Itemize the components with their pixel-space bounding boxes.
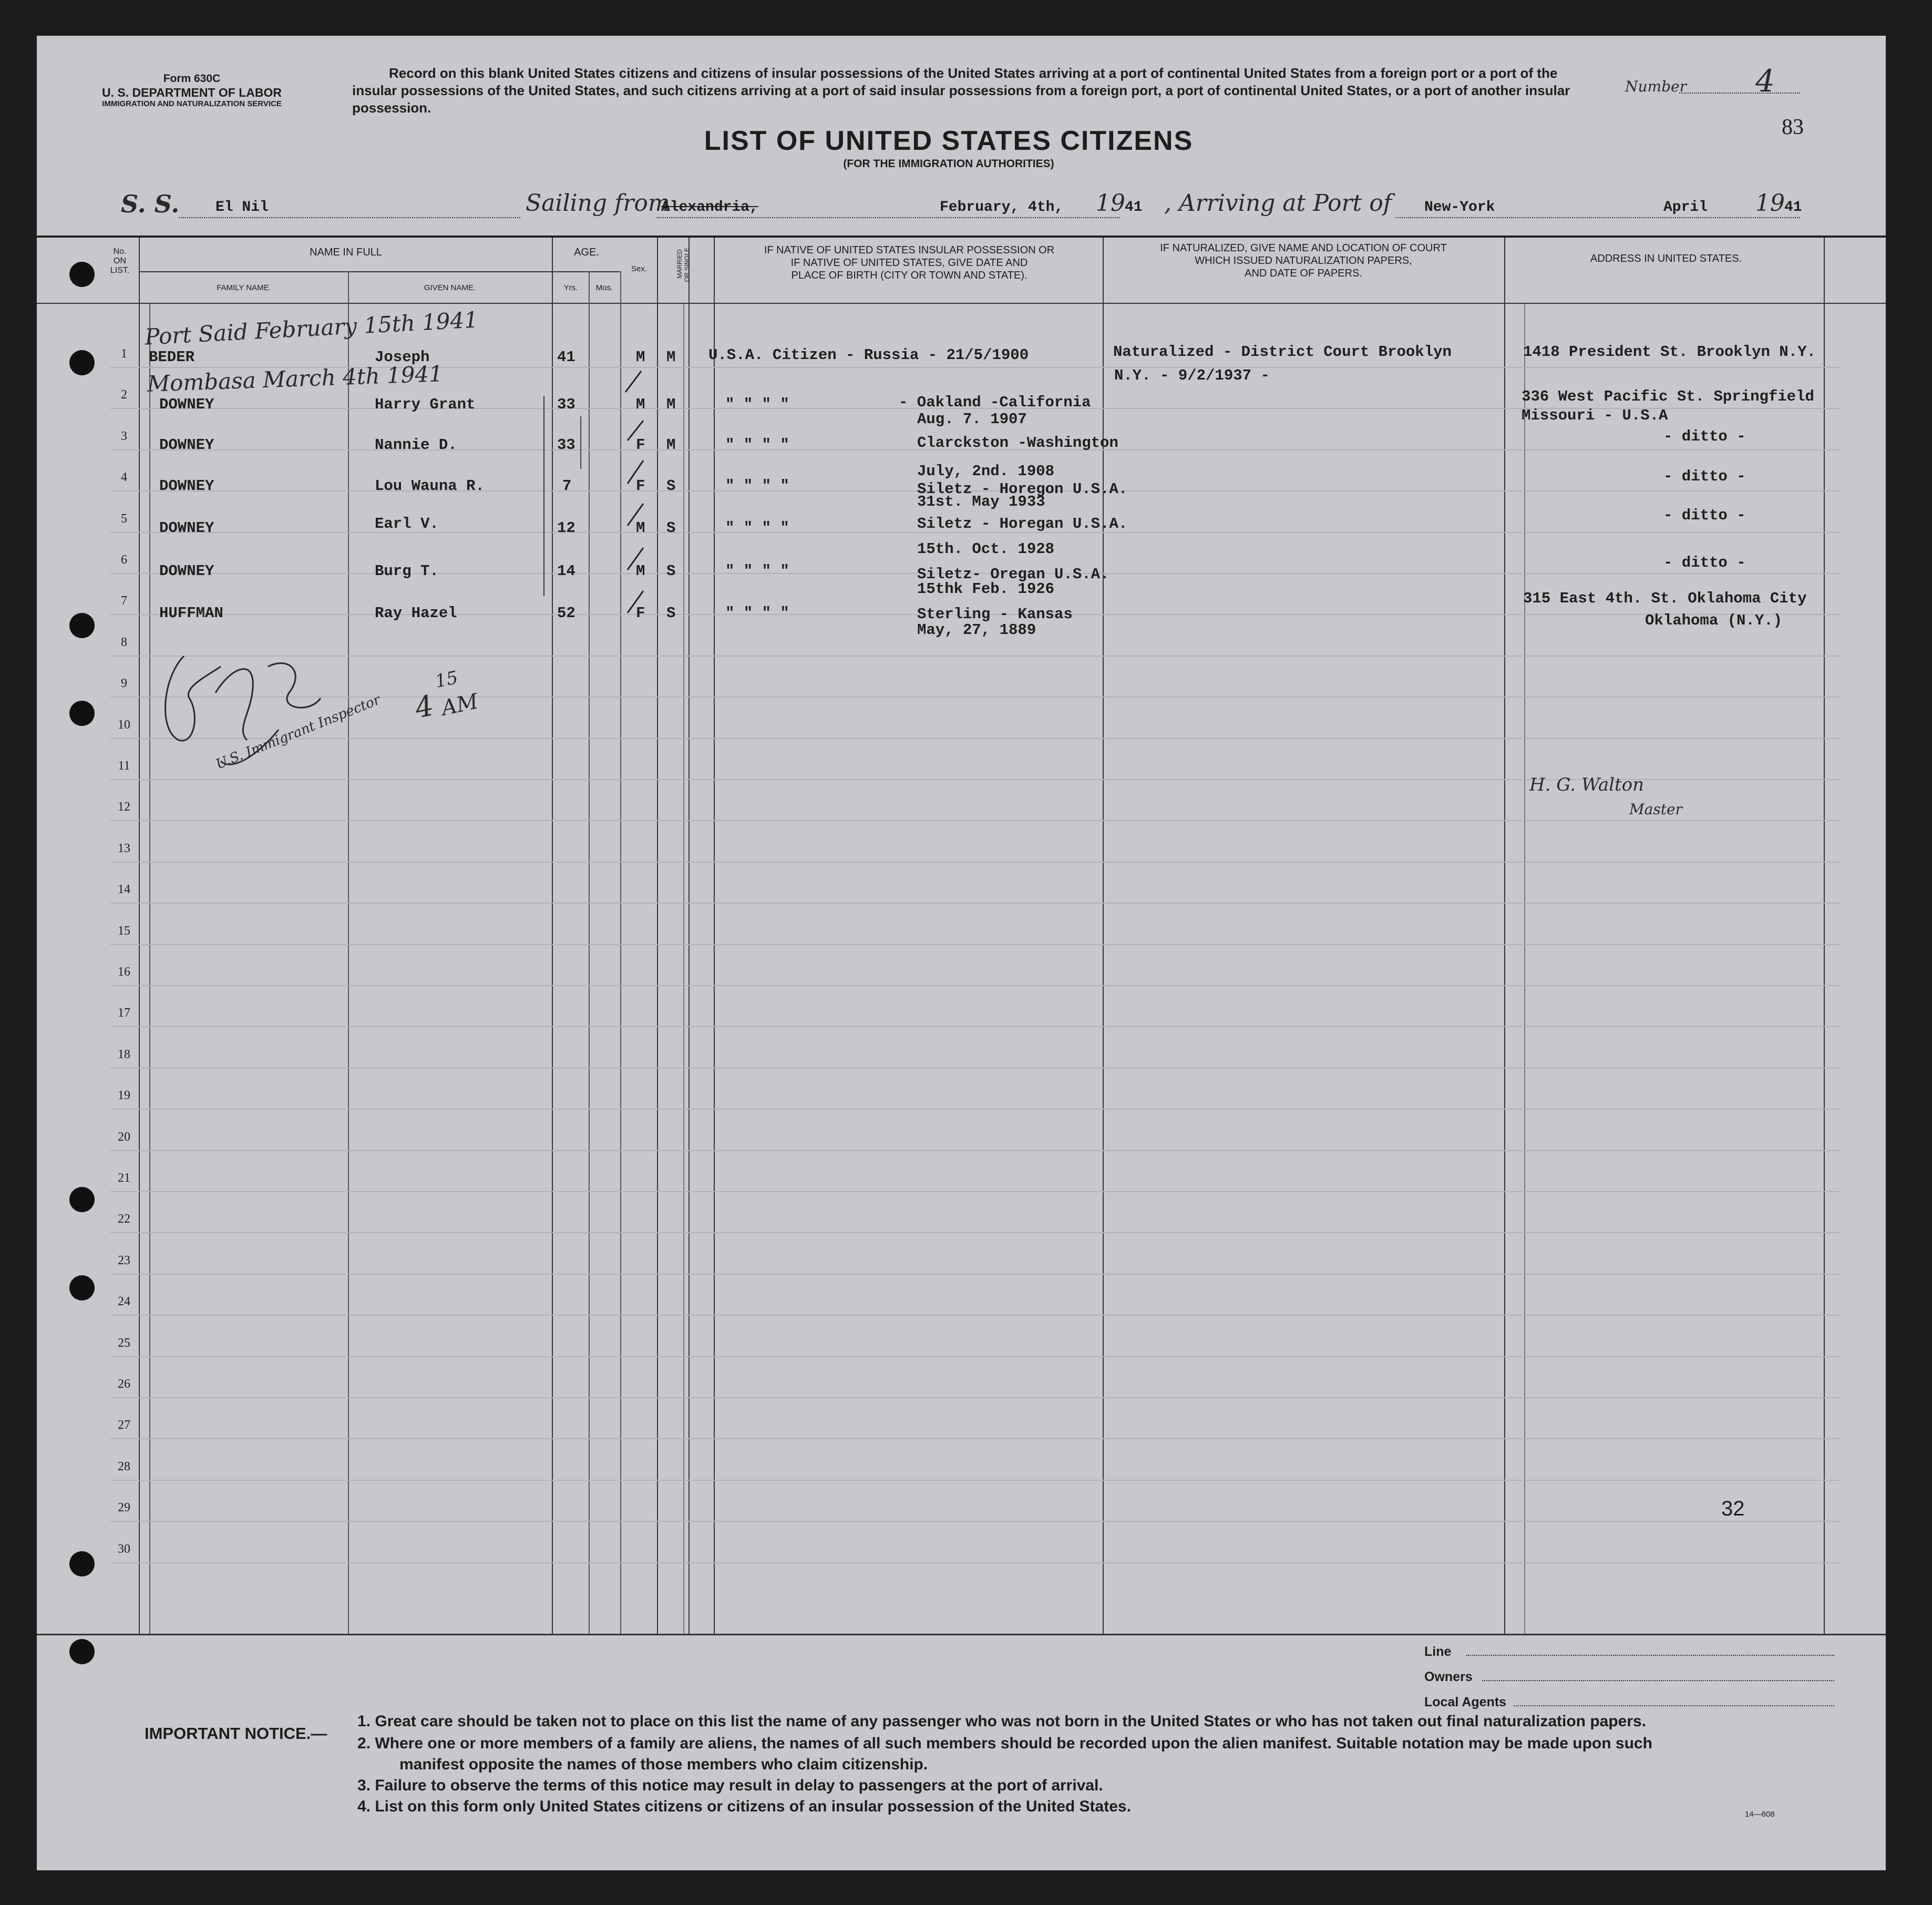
row-rule [110, 1562, 1839, 1563]
sex: M [636, 349, 645, 366]
header-naturalization: IF NATURALIZED, GIVE NAME AND LOCATION OF COURT WHICH ISSUED NATURALIZATION PAPERS, AND DATE OF PAPERS. [1160, 242, 1447, 279]
family-name: DOWNEY [159, 436, 214, 454]
row-rule [110, 1191, 1839, 1192]
punch-hole [69, 701, 95, 726]
address: 336 West Pacific St. Springfield [1522, 388, 1814, 405]
given-name: Ray Hazel [375, 605, 457, 622]
sailing-date: February, 4th, [940, 199, 1064, 216]
printer-code: 14—608 [1745, 1810, 1775, 1819]
age-years: 33 [557, 436, 576, 454]
row-rule [110, 1232, 1839, 1233]
sex: F [636, 477, 645, 495]
row-rule [110, 1356, 1839, 1357]
punch-hole [69, 350, 95, 375]
row-rule [110, 1397, 1839, 1398]
row-number: 2 [121, 388, 127, 402]
row-rule [110, 862, 1839, 863]
header-yrs: Yrs. [563, 283, 578, 292]
handwritten-port-note-1: Port Said February 15th 1941 [144, 306, 479, 350]
sex: F [636, 605, 645, 622]
page-subtitle: (FOR THE IMMIGRATION AUTHORITIES) [843, 158, 1054, 170]
row-rule [110, 656, 1839, 657]
punch-hole [69, 613, 95, 638]
voyage-line: S. S. El Nil Sailing from Alexandria, February, 4th, 19 41 , Arriving at Port of New-York April 19 41 [121, 190, 1802, 218]
row-rule [110, 820, 1839, 821]
birth-place: - Oakland -California [899, 394, 1091, 411]
row-number: 6 [121, 553, 127, 567]
birth-place: Sterling - Kansas [917, 606, 1073, 623]
naturalization-info: Naturalized - District Court Brooklyn [1113, 343, 1452, 361]
row-number: 20 [118, 1130, 130, 1144]
ditto-marks: " " " " [725, 477, 789, 495]
ditto-marks: " " " " [725, 605, 789, 622]
row-rule [110, 1438, 1839, 1439]
row-rule [110, 738, 1839, 739]
given-name: Nannie D. [375, 436, 457, 454]
row-number: 11 [118, 759, 130, 773]
owners-field [1482, 1680, 1834, 1681]
row-number: 18 [118, 1047, 130, 1061]
department: U. S. DEPARTMENT OF LABOR [101, 86, 282, 99]
row-number: 16 [118, 965, 130, 979]
row-number: 13 [118, 841, 130, 855]
age-years: 7 [562, 477, 572, 495]
page-number: 83 [1782, 115, 1804, 139]
header-given: GIVEN NAME. [424, 283, 476, 292]
row-rule [110, 1274, 1839, 1275]
local-agents-field [1514, 1705, 1834, 1706]
row-number: 3 [121, 429, 127, 443]
number-label: Number [1625, 78, 1687, 95]
row-rule [110, 944, 1839, 945]
punch-hole [69, 262, 95, 287]
sex: M [636, 519, 645, 537]
header-name: NAME IN FULL [310, 247, 382, 258]
row-number: 28 [118, 1459, 130, 1473]
birth-place: Siletz - Horegon U.S.A. [917, 480, 1128, 498]
header-age: AGE. [574, 247, 599, 258]
sex: M [636, 396, 645, 413]
notice-item-3: 3. Failure to observe the terms of this notice may result in delay to passengers at the port of arrival. [357, 1777, 1103, 1794]
marital-status: S [666, 562, 676, 580]
arrival-date: April [1663, 199, 1708, 216]
sailing-from: Alexandria, [661, 199, 758, 216]
row-number: 17 [118, 1006, 130, 1020]
ditto-marks: " " " " [725, 396, 789, 413]
row-rule [110, 1315, 1839, 1316]
address: 1418 President St. Brooklyn N.Y. [1523, 343, 1816, 361]
row-number: 29 [118, 1501, 130, 1515]
manifest-sheet [37, 36, 1886, 1870]
row-number: 4 [121, 470, 127, 485]
owners-label: Owners [1424, 1670, 1473, 1684]
punch-hole [69, 1551, 95, 1576]
table-bottom-border [37, 1634, 1886, 1635]
row-number: 9 [121, 677, 127, 691]
family-name: DOWNEY [159, 519, 214, 537]
master-signature: H. G. Walton [1529, 774, 1644, 795]
sex: M [636, 562, 645, 580]
address: - ditto - [1663, 428, 1746, 445]
tick-marks [620, 362, 667, 635]
address: - ditto - [1663, 554, 1746, 571]
address-2: Missouri - U.S.A [1522, 407, 1668, 424]
master-title: Master [1629, 801, 1682, 818]
age-years: 12 [557, 519, 576, 537]
header-married: MARRIED OR SINGLE. [676, 245, 691, 282]
number-value: 4 [1755, 63, 1775, 99]
birth-date: 31st. May 1933 [917, 493, 1045, 510]
arrival-port: New-York [1424, 199, 1495, 216]
row-number: 10 [118, 718, 130, 732]
punch-hole [69, 1275, 95, 1300]
header-sex: Sex. [631, 264, 647, 273]
age-years: 14 [557, 562, 576, 580]
given-name: Burg T. [375, 562, 439, 580]
handwritten-port-note-2: Mombasa March 4th 1941 [147, 361, 444, 397]
line-label: Line [1424, 1644, 1452, 1659]
row-rule [110, 1521, 1839, 1522]
age-years: 41 [557, 349, 576, 366]
inspector-title: U.S. Immigrant Inspector [213, 692, 383, 773]
notice-item-1: 1. Great care should be taken not to place on this list the name of any passenger who was not born in the United States or who has not taken out final naturalization papers. [357, 1713, 1647, 1730]
birth-date: 15thk Feb. 1926 [917, 580, 1055, 598]
row-number: 5 [121, 511, 127, 526]
row-number: 26 [118, 1377, 130, 1391]
time-hour: 4 [412, 689, 437, 725]
header-family: FAMILY NAME. [217, 283, 271, 292]
row-number: 7 [121, 594, 127, 608]
birth-date: July, 2nd. 1908 [917, 463, 1055, 480]
page-title: LIST OF UNITED STATES CITIZENS [704, 126, 1194, 156]
row-number: 8 [121, 635, 127, 649]
family-name: DOWNEY [159, 477, 214, 495]
given-name: Joseph [375, 349, 430, 366]
row-rule [110, 903, 1839, 904]
punch-hole [69, 1187, 95, 1212]
age-years: 33 [557, 396, 576, 413]
ditto-marks: " " " " [725, 562, 789, 580]
birth-place: Clarckston -Washington [917, 434, 1118, 452]
notice-item-4: 4. List on this form only United States citizens or citizens of an insular possession of the United States. [357, 1798, 1131, 1815]
marital-status: M [666, 349, 676, 366]
row-number: 24 [118, 1295, 130, 1309]
row-rule [110, 1068, 1839, 1069]
sex: F [636, 436, 645, 454]
naturalization-info-2: N.Y. - 9/2/1937 - [1114, 367, 1270, 384]
row-number: 22 [118, 1212, 130, 1226]
line-field [1466, 1655, 1834, 1656]
table-top-border [37, 235, 1886, 238]
notice-item-2: 2. Where one or more members of a family are aliens, the names of all such members should be recorded upon the alien manifest. Suitable notation may be made upon such [357, 1735, 1652, 1752]
birth-info: U.S.A. Citizen - Russia - 21/5/1900 [708, 346, 1029, 364]
family-name: DOWNEY [159, 562, 214, 580]
row-number: 15 [118, 924, 130, 938]
row-number: 21 [118, 1171, 130, 1185]
marital-status: S [666, 605, 676, 622]
marital-status: M [666, 396, 676, 413]
row-number: 27 [118, 1418, 130, 1432]
marital-status: M [666, 436, 676, 454]
ditto-marks: " " " " [725, 436, 789, 454]
punch-hole [69, 1639, 95, 1664]
ship-name: El Nil [215, 199, 269, 216]
address: 315 East 4th. St. Oklahoma City [1523, 590, 1807, 607]
birth-date: Aug. 7. 1907 [917, 411, 1027, 428]
address-2: Oklahoma (N.Y.) [1645, 612, 1783, 629]
header-mos: Mos. [595, 283, 613, 292]
row-number: 23 [118, 1253, 130, 1267]
row-number: 19 [118, 1089, 130, 1103]
marital-status: S [666, 477, 676, 495]
given-name: Lou Wauna R. [375, 477, 485, 495]
birth-place: Siletz- Oregan U.S.A. [917, 566, 1109, 583]
inspector-signature [152, 635, 383, 793]
time-period: AM [439, 689, 480, 721]
given-name: Harry Grant [375, 396, 476, 413]
intro-text: Record on this blank United States citizens and citizens of insular possessions of the United States arriving at a port of continental United States from a foreign port or a port of the insular possessions of the United States, and such citizens arriving at a port of said insular possessions from a foreign port, a port of continental United States, or a port of another insular possession. [352, 65, 1570, 116]
age-years: 52 [557, 605, 576, 622]
row-number: 14 [118, 883, 130, 897]
address: - ditto - [1663, 468, 1746, 485]
row-rule [110, 1150, 1839, 1151]
row-rule [110, 1109, 1839, 1110]
birth-place: Siletz - Horegan U.S.A. [917, 515, 1128, 532]
row-number: 1 [121, 347, 127, 361]
address: - ditto - [1663, 507, 1746, 524]
row-number: 12 [118, 800, 130, 814]
row-number: 30 [118, 1542, 130, 1556]
number-line [1679, 93, 1800, 94]
marital-status: S [666, 519, 676, 537]
service: IMMIGRATION AND NATURALIZATION SERVICE [102, 99, 282, 108]
header-bottom-border [37, 303, 1886, 304]
header-no: No. ON LIST. [110, 247, 130, 275]
birth-date: May, 27, 1889 [917, 621, 1036, 639]
form-number: Form 630C [163, 73, 221, 85]
family-name: BEDER [149, 349, 195, 366]
family-name: HUFFMAN [159, 605, 223, 622]
birth-date: 15th. Oct. 1928 [917, 540, 1055, 558]
notice-item-2-cont: manifest opposite the names of those members who claim citizenship. [399, 1756, 928, 1773]
row-rule [110, 985, 1839, 986]
family-name: DOWNEY [159, 396, 214, 413]
notice-heading: IMPORTANT NOTICE.— [145, 1724, 327, 1743]
row-number: 25 [118, 1336, 130, 1350]
header-address: ADDRESS IN UNITED STATES. [1590, 253, 1742, 264]
row-rule [110, 1480, 1839, 1481]
header-birthplace: IF NATIVE OF UNITED STATES INSULAR POSSESSION OR IF NATIVE OF UNITED STATES, GIVE DATE AND PLACE OF BIRTH (CITY OR TOWN AND STATE). [764, 244, 1055, 281]
given-name: Earl V. [375, 515, 439, 532]
ditto-marks: " " " " [725, 519, 789, 537]
stamped-number: 32 [1721, 1497, 1745, 1520]
local-agents-label: Local Agents [1424, 1695, 1507, 1709]
time-minute: 15 [433, 667, 460, 693]
row-rule [110, 1026, 1839, 1027]
